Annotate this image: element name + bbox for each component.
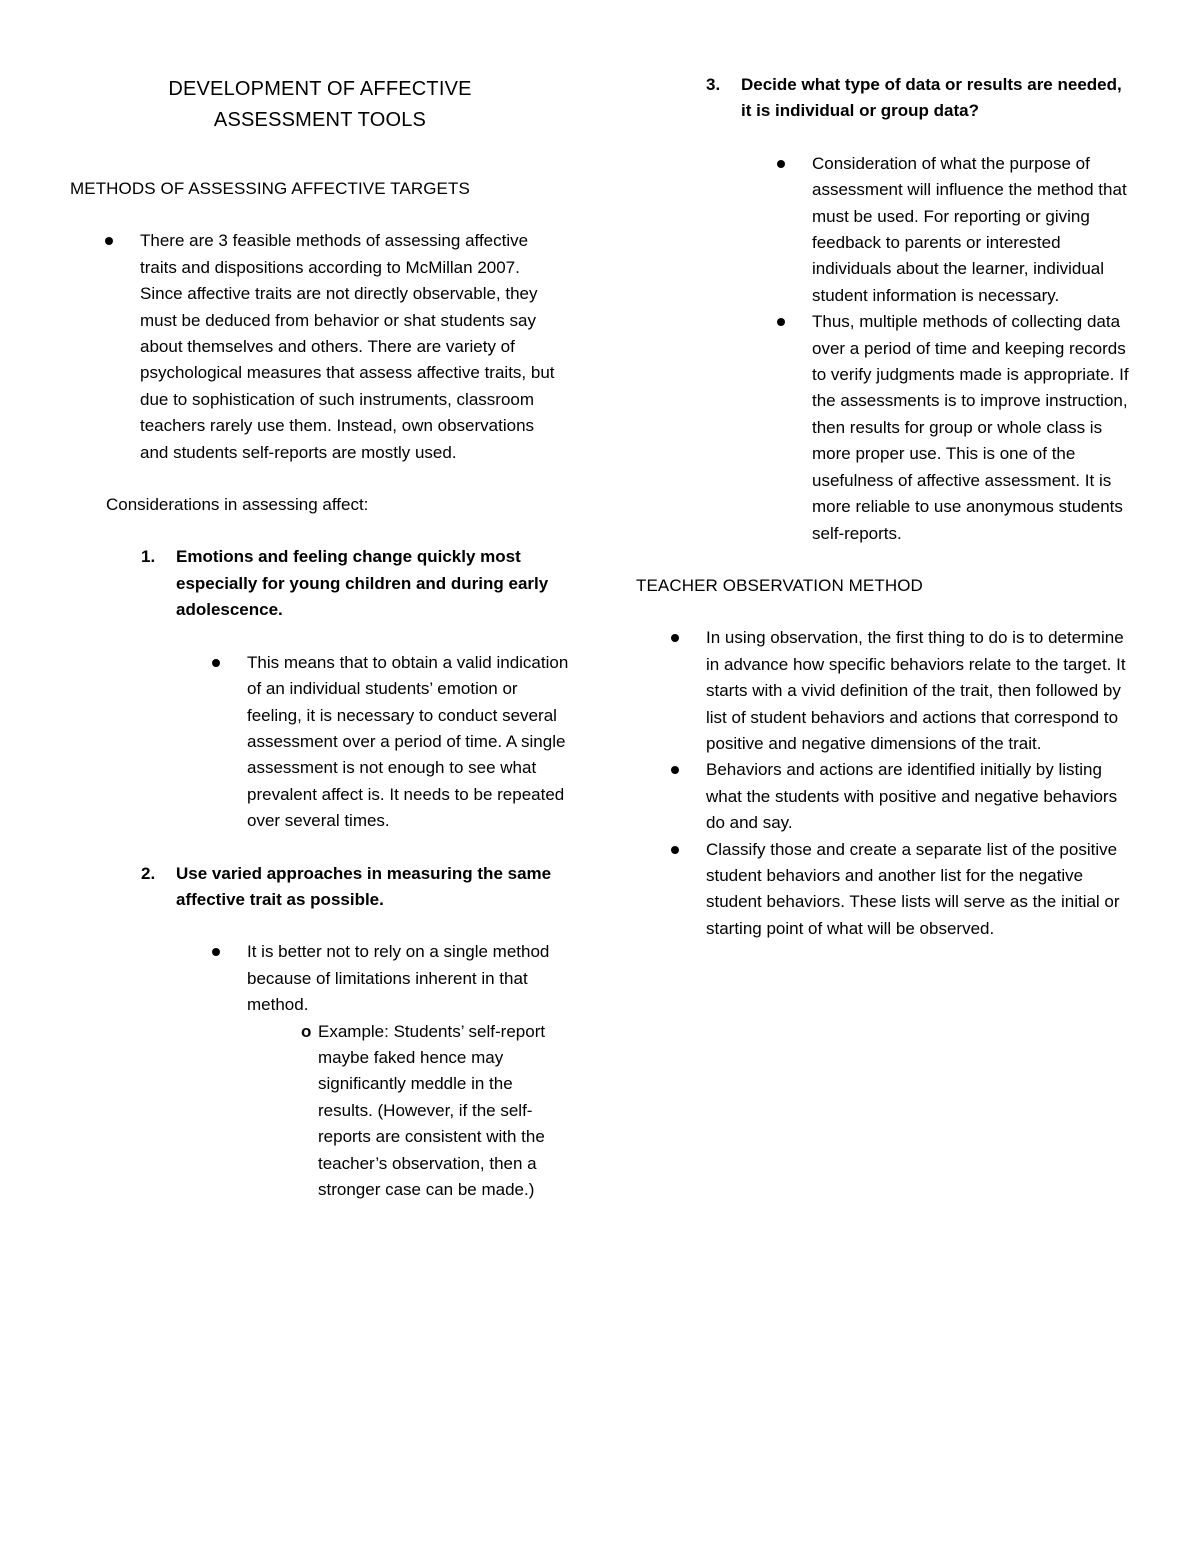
consideration-2-number: 2. xyxy=(141,863,156,883)
section-heading-teacher-observation: TEACHER OBSERVATION METHOD xyxy=(636,575,923,595)
consideration-3-bullet-2 xyxy=(812,309,1142,547)
consideration-2-bullets xyxy=(176,939,557,1018)
section-heading-methods: METHODS OF ASSESSING AFFECTIVE TARGETS xyxy=(70,179,470,198)
teacher-observation-bullets xyxy=(636,625,1136,942)
bullet-icon xyxy=(777,318,785,326)
consideration-2-bullet-text: It is better not to rely on a single method because of limitations inherent in that method. xyxy=(247,942,550,1015)
intro-bullet-list xyxy=(70,228,560,466)
page-title-line-1: DEVELOPMENT OF AFFECTIVE xyxy=(168,78,472,100)
bullet-icon xyxy=(212,948,220,956)
consideration-1 xyxy=(70,544,569,834)
consideration-3-bullets xyxy=(741,151,1142,547)
intro-bullet-item xyxy=(140,228,560,466)
consideration-1-heading-text: Emotions and feeling change quickly most especially for young children and during early adolescence. xyxy=(176,547,549,620)
considerations-label: Considerations in assessing affect: xyxy=(106,495,369,515)
bullet-icon xyxy=(212,659,220,667)
consideration-3-bullet-1-text: Consideration of what the purpose of assessment will influence the method that must be used. For reporting or giving feedback to parents or interested individuals about the learner, individual student information is necessary. xyxy=(812,153,1127,305)
left-column xyxy=(70,72,570,1203)
teacher-observation-bullet-1-text: In using observation, the first thing to do is to determine in advance how specific behaviors relate to the target. It starts with a vivid definition of the trait, then followed by list of student behaviors and actions that correspond to positive and negative dimensions of the trait. xyxy=(706,628,1126,753)
bullet-icon xyxy=(671,766,679,774)
bullet-icon xyxy=(671,634,679,642)
teacher-observation-bullet-2-text: Behaviors and actions are identified initially by listing what the students with positive and negative behaviors do and say. xyxy=(706,760,1118,833)
consideration-2-sub-bullet-text: Example: Students’ self-report maybe faked hence may significantly meddle in the results. (However, if the self-reports are consistent with the teacher’s observation, then a stronger case can be made.) xyxy=(318,1021,546,1199)
teacher-observation-bullet-1 xyxy=(706,625,1136,757)
circle-bullet-icon: o xyxy=(301,1021,312,1041)
consideration-2-heading xyxy=(141,861,566,914)
bullet-icon xyxy=(777,160,785,168)
consideration-3-heading-text: Decide what type of data or results are needed, it is individual or group data? xyxy=(741,75,1122,121)
consideration-3-bullet-2-text: Thus, multiple methods of collecting data over a period of time and keeping records to verify judgments made is appropriate. If the assessments is to improve instruction, then results for group or whole class is more proper use. This is one of the usefulness of affective assessment. It is more reliable to use anonymous students self-reports. xyxy=(812,312,1129,543)
right-column xyxy=(636,72,1136,942)
bullet-icon xyxy=(105,237,113,245)
consideration-3-number: 3. xyxy=(706,75,721,94)
teacher-observation-bullet-3-text: Classify those and create a separate list of the positive student behaviors and another list for the negative student behaviors. These lists will serve as the initial or starting point of what will be observed. xyxy=(706,839,1120,938)
consideration-1-heading xyxy=(141,544,566,623)
consideration-2-heading-text: Use varied approaches in measuring the same affective trait as possible. xyxy=(176,863,552,909)
page-title-line-2: ASSESSMENT TOOLS xyxy=(213,109,427,131)
page-title xyxy=(70,72,570,136)
consideration-3-heading xyxy=(706,72,1131,125)
consideration-2-sub-bullet xyxy=(301,1019,568,1204)
consideration-2 xyxy=(70,861,566,1204)
intro-bullet-text: There are 3 feasible methods of assessing affective traits and dispositions according to McMillan 2007. Since affective traits are not directly observable, they must be deduced from behavior or shat students say about themselves and others. There are variety of psychological measures that assess affective traits, but due to sophistication of such instruments, classroom teachers rarely use them. Instead, own observations and students self-reports are mostly used. xyxy=(140,231,555,462)
consideration-2-bullet xyxy=(247,939,557,1018)
consideration-1-bullets xyxy=(176,650,577,835)
teacher-observation-bullet-3 xyxy=(706,837,1136,943)
consideration-1-number: 1. xyxy=(141,547,156,567)
consideration-3 xyxy=(636,72,1131,547)
teacher-observation-bullet-2 xyxy=(706,757,1136,836)
consideration-1-bullet-text: This means that to obtain a valid indication of an individual students’ emotion or feeling, it is necessary to conduct several assessment over a period of time. A single assessment is not enough to see what prevalent affect is. It needs to be repeated over several times. xyxy=(247,652,569,831)
consideration-3-bullet-1 xyxy=(812,151,1142,309)
bullet-icon xyxy=(671,846,679,854)
consideration-1-bullet xyxy=(247,650,577,835)
